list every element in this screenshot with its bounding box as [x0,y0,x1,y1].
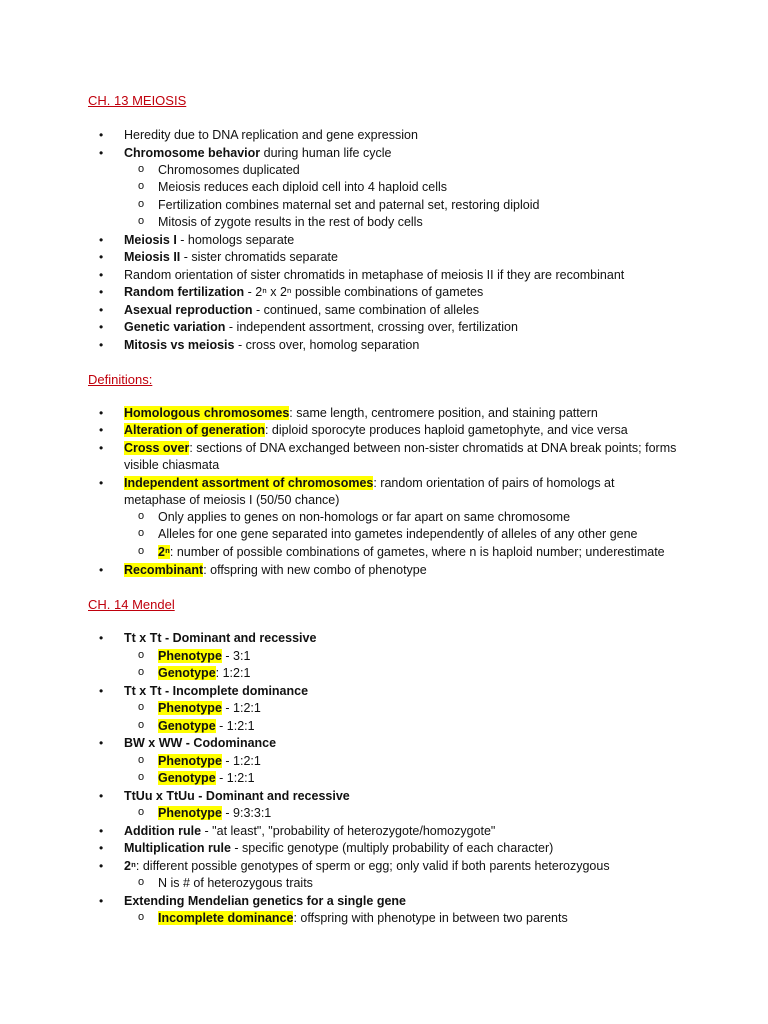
list-item: Incomplete dominance: offspring with phenotype in between two parents [158,911,568,925]
bullet-icon: • [99,146,104,160]
list-item: Phenotype - 1:2:1 [158,754,261,768]
bullet-icon: • [99,285,104,299]
list-item: Cross over: sections of DNA exchanged between non-sister chromatids at DNA break points; forms [124,441,677,455]
list-item: N is # of heterozygous traits [158,876,313,890]
bullet-icon: • [99,303,104,317]
list-item: Alteration of generation: diploid sporocyte produces haploid gametophyte, and vice versa [124,423,628,437]
list-item-continuation: visible chiasmata [124,458,220,472]
list-item: Random fertilization - 2ⁿ x 2ⁿ possible combinations of gametes [124,285,484,299]
sub-bullet-icon: o [138,215,145,227]
list-item: Mitosis vs meiosis - cross over, homolog separation [124,338,420,352]
bullet-icon: • [99,631,104,645]
bullet-icon: • [99,320,104,334]
list-item: Phenotype - 1:2:1 [158,701,261,715]
list-item: 2ⁿ: number of possible combinations of gametes, where n is haploid number; underestimate [158,545,665,559]
bullet-icon: • [99,736,104,750]
sub-bullet-icon: o [138,198,145,210]
list-item: Genotype: 1:2:1 [158,666,251,680]
sub-bullet-icon: o [138,911,145,923]
bullet-icon: • [99,233,104,247]
bullet-icon: • [99,128,104,142]
list-item: Addition rule - "at least", "probability of heterozygote/homozygote" [124,824,496,838]
sub-bullet-icon: o [138,527,145,539]
bullet-icon: • [99,859,104,873]
list-item: Independent assortment of chromosomes: random orientation of pairs of homologs at [124,476,615,490]
list-item: Genetic variation - independent assortment, crossing over, fertilization [124,320,518,334]
bullet-icon: • [99,563,104,577]
sub-bullet-icon: o [138,649,145,661]
list-item: Recombinant: offspring with new combo of phenotype [124,563,427,577]
sub-bullet-icon: o [138,545,145,557]
list-item: Chromosome behavior during human life cycle [124,146,392,160]
bullet-icon: • [99,441,104,455]
sub-bullet-icon: o [138,163,145,175]
list-item: 2ⁿ: different possible genotypes of sperm or egg; only valid if both parents heterozygous [124,859,610,873]
list-item: Meiosis II - sister chromatids separate [124,250,338,264]
section-heading-ch13: CH. 13 MEIOSIS [88,93,187,108]
sub-bullet-icon: o [138,771,145,783]
list-item: Multiplication rule - specific genotype (multiply probability of each character) [124,841,554,855]
list-item: Tt x Tt - Dominant and recessive [124,631,317,645]
bullet-icon: • [99,476,104,490]
list-item: Phenotype - 9:3:3:1 [158,806,272,820]
bullet-icon: • [99,894,104,908]
sub-bullet-icon: o [138,510,145,522]
bullet-icon: • [99,268,104,282]
list-item: Fertilization combines maternal set and paternal set, restoring diploid [158,198,540,212]
list-item: Homologous chromosomes: same length, centromere position, and staining pattern [124,406,598,420]
list-item: Genotype - 1:2:1 [158,719,255,733]
bullet-icon: • [99,250,104,264]
bullet-icon: • [99,423,104,437]
section-heading-definitions: Definitions: [88,372,153,387]
list-item: Tt x Tt - Incomplete dominance [124,684,309,698]
list-item: Extending Mendelian genetics for a single gene [124,894,407,908]
bullet-icon: • [99,684,104,698]
bullet-icon: • [99,824,104,838]
sub-bullet-icon: o [138,666,145,678]
sub-bullet-icon: o [138,701,145,713]
section-heading-ch14: CH. 14 Mendel [88,597,175,612]
list-item: TtUu x TtUu - Dominant and recessive [124,789,350,803]
list-item: Random orientation of sister chromatids in metaphase of meiosis II if they are recombinant [124,268,625,282]
list-item: Heredity due to DNA replication and gene expression [124,128,418,142]
list-item: Asexual reproduction - continued, same combination of alleles [124,303,480,317]
bullet-icon: • [99,406,104,420]
list-item: Alleles for one gene separated into gametes independently of alleles of any other gene [158,527,638,541]
sub-bullet-icon: o [138,876,145,888]
sub-bullet-icon: o [138,180,145,192]
bullet-icon: • [99,338,104,352]
bullet-icon: • [99,841,104,855]
list-item: Genotype - 1:2:1 [158,771,255,785]
list-item: Meiosis I - homologs separate [124,233,295,247]
list-item: BW x WW - Codominance [124,736,277,750]
list-item: Mitosis of zygote results in the rest of body cells [158,215,423,229]
bullet-icon: • [99,789,104,803]
list-item: Only applies to genes on non-homologs or far apart on same chromosome [158,510,571,524]
sub-bullet-icon: o [138,719,145,731]
list-item: Phenotype - 3:1 [158,649,251,663]
list-item: Meiosis reduces each diploid cell into 4 haploid cells [158,180,448,194]
sub-bullet-icon: o [138,806,145,818]
sub-bullet-icon: o [138,754,145,766]
list-item: Chromosomes duplicated [158,163,300,177]
list-item-continuation: metaphase of meiosis I (50/50 chance) [124,493,340,507]
